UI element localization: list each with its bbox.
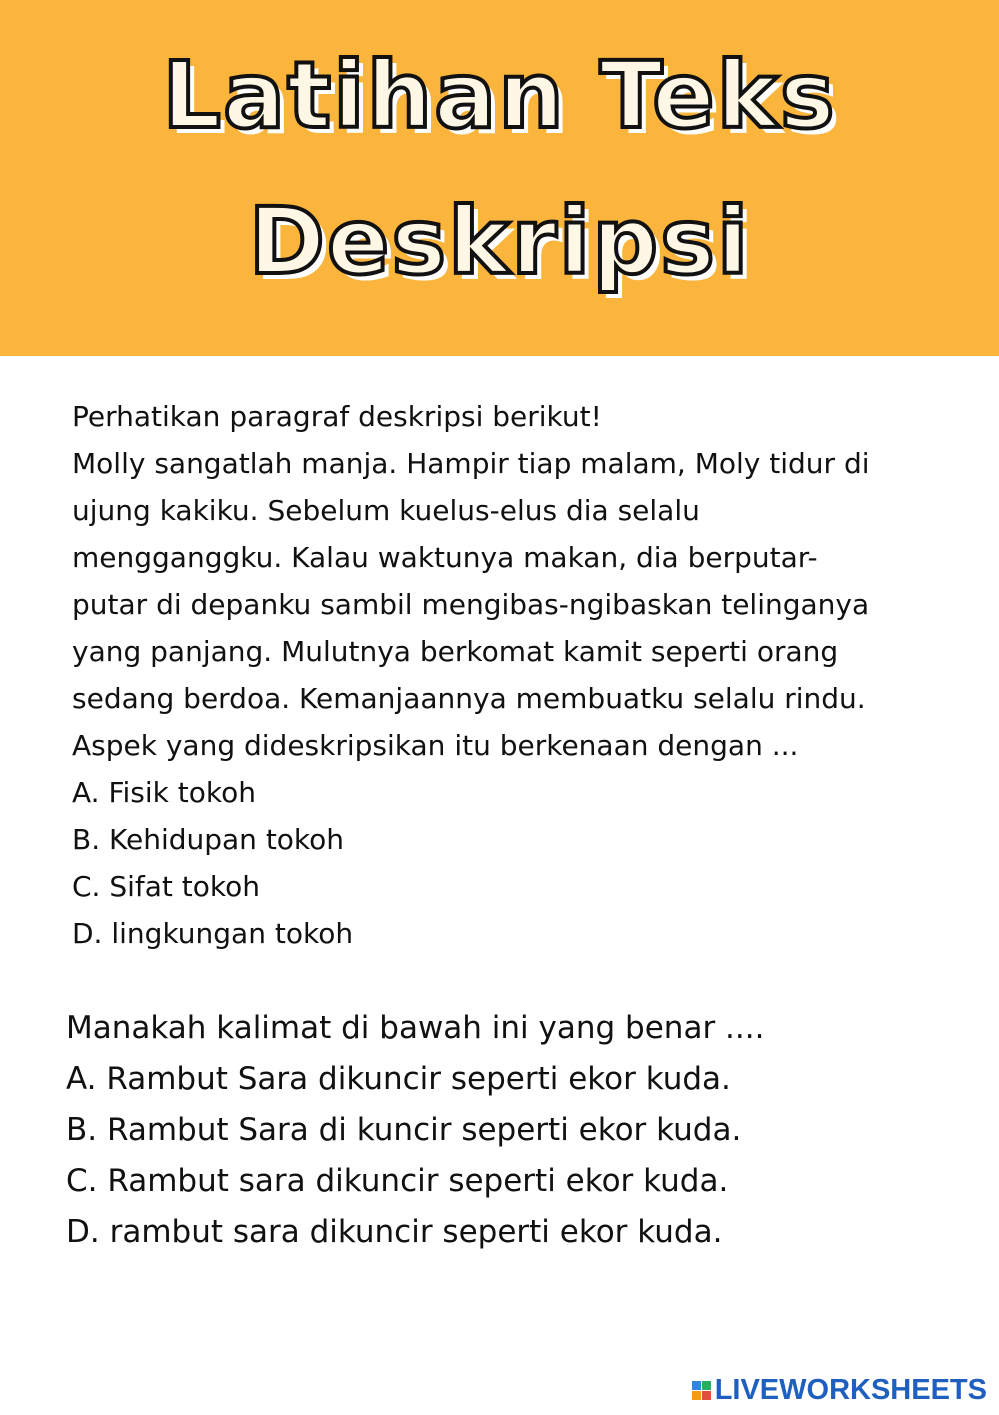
q1-instruction: Perhatikan paragraf deskripsi berikut! [72,400,602,433]
q1-paragraph-line: sedang berdoa. Kemanjaannya membuatku selalu rindu. [72,682,866,715]
question-1 [72,393,932,957]
page-title-line-2: Deskripsi [248,188,751,295]
question-2 [66,1003,926,1258]
q1-option-b: B. Kehidupan tokoh [72,823,345,856]
q2-option-c: C. Rambut sara dikuncir seperti ekor kuda. [66,1163,729,1199]
page-title-line-1: Latihan Teks [162,42,837,149]
liveworksheets-logo-icon [692,1381,711,1400]
q2-option-a: A. Rambut Sara dikuncir seperti ekor kuda. [66,1061,731,1097]
q1-option-c: C. Sifat tokoh [72,870,261,903]
q2-option-b: B. Rambut Sara di kuncir seperti ekor kuda. [66,1112,742,1148]
q1-question-prompt: Aspek yang dideskripsikan itu berkenaan dengan ... [72,729,799,762]
q2-option-d: D. rambut sara dikuncir seperti ekor kuda. [66,1214,723,1250]
q1-option-a: A. Fisik tokoh [72,776,256,809]
title-banner [0,0,999,356]
q1-paragraph-line: putar di depanku sambil mengibas-ngibaskan telinganya [72,588,870,621]
q1-option-d: D. lingkungan tokoh [72,917,354,950]
q1-paragraph-line: Molly sangatlah manja. Hampir tiap malam, Moly tidur di [72,447,870,480]
liveworksheets-logo-text: LIVEWORKSHEETS [714,1374,987,1406]
q2-prompt: Manakah kalimat di bawah ini yang benar .... [66,1010,765,1046]
q1-paragraph-line: yang panjang. Mulutnya berkomat kamit seperti orang [72,635,839,668]
q1-paragraph-line: ujung kakiku. Sebelum kuelus-elus dia selalu [72,494,700,527]
q1-paragraph-line: mengganggku. Kalau waktunya makan, dia berputar- [72,541,818,574]
liveworksheets-logo [692,1374,987,1407]
